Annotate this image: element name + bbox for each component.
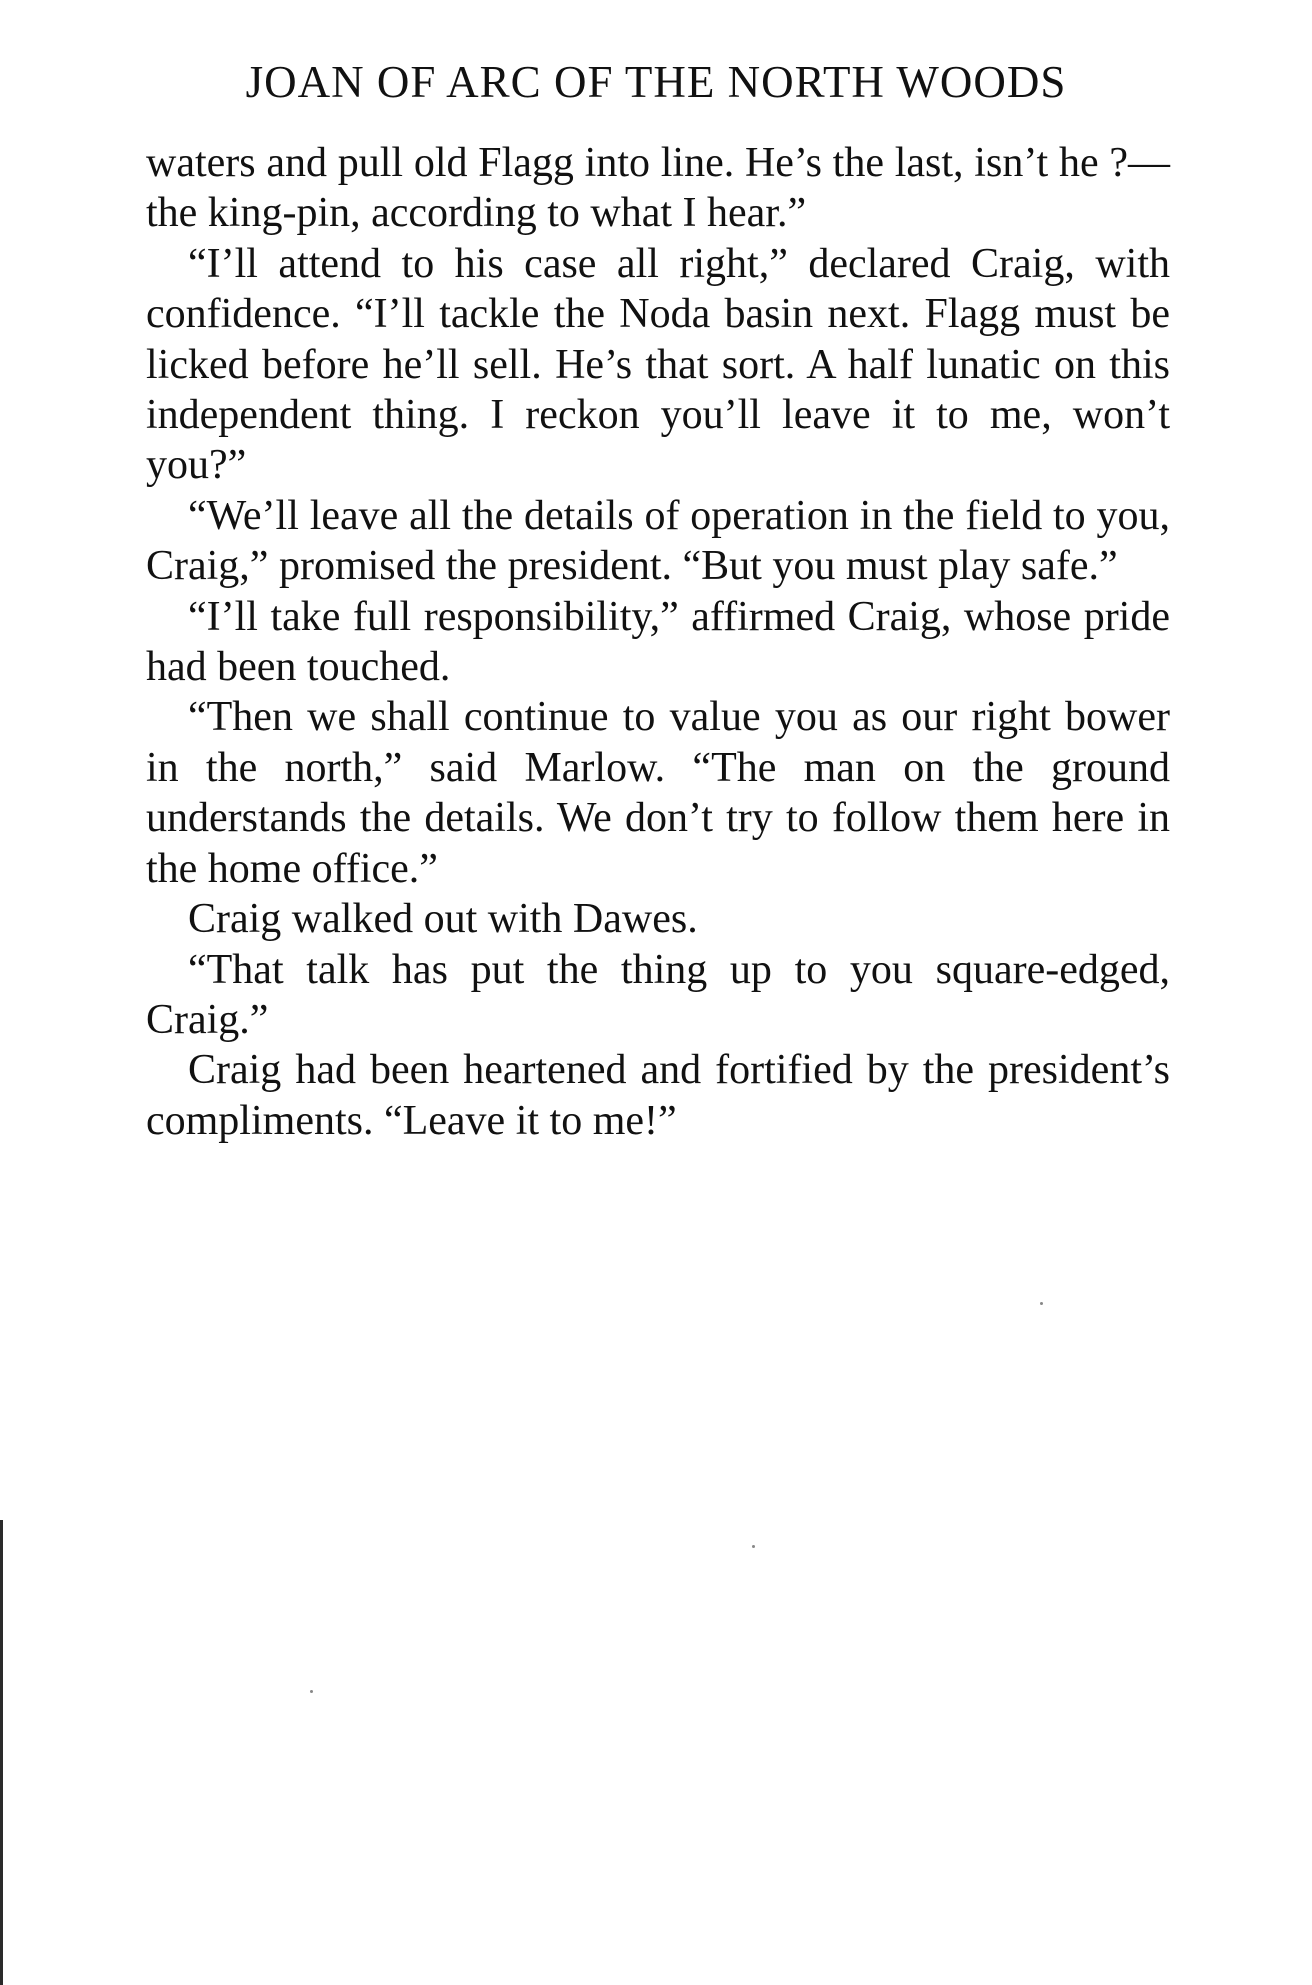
paragraph: “I’ll take full responsibility,” affirmed Craig, whose pride had been touched. — [146, 593, 1170, 691]
paragraph: “That talk has put the thing up to you square-edged, Craig.” — [146, 946, 1170, 1043]
paragraph: Craig walked out with Dawes. — [188, 896, 698, 943]
paper-speck — [1040, 1302, 1043, 1305]
paper-speck — [752, 1545, 755, 1548]
paragraph: “Then we shall continue to value you as our right bower in the north,” said Marlow. “The man on the ground understands the details. We don’t try to follow them here in the home office.” — [146, 694, 1170, 892]
paragraph: “I’ll attend to his case all right,” declared Craig, with confidence. “I’ll tackle the Noda basin next. Flagg must be licked before he’ll sell. He’s that sort. A half lunatic on this independent thing. I reckon you’ll leave it to me, won’t you?” — [146, 240, 1170, 489]
paper-speck — [310, 1690, 313, 1693]
body-text — [146, 138, 1170, 1146]
running-head: JOAN OF ARC OF THE NORTH WOODS — [245, 57, 1067, 107]
paragraph: “We’ll leave all the details of operation in the field to you, Craig,” promised the president. “But you must play safe.” — [146, 492, 1170, 590]
scan-edge-shadow — [0, 1520, 3, 1985]
paragraph: Craig had been heartened and fortified by the president’s compliments. “Leave it to me!” — [146, 1047, 1170, 1144]
paragraph-continuation: waters and pull old Flagg into line. He’s the last, isn’t he ?—the king-pin, according to what I hear.” — [146, 140, 1170, 237]
